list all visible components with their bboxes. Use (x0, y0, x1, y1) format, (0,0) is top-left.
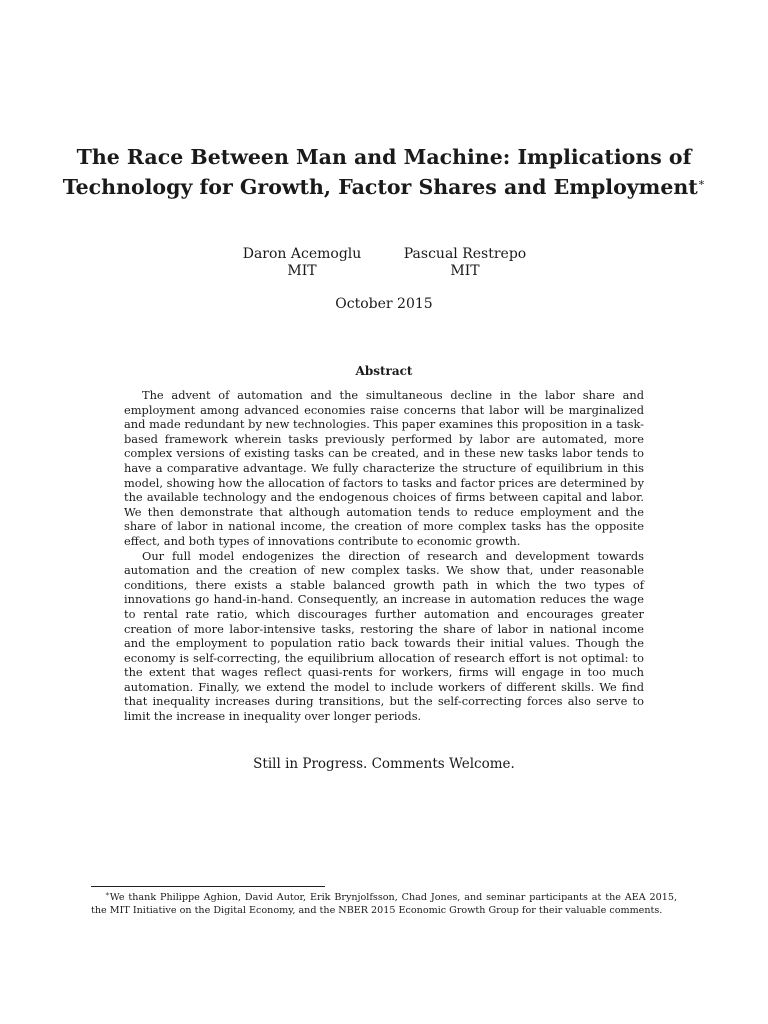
author-2-name: Pascual Restrepo (403, 246, 527, 262)
abstract-heading: Abstract (355, 364, 413, 378)
author-2 (400, 246, 530, 280)
author-1 (236, 246, 368, 280)
author-2-affiliation: MIT (450, 263, 480, 279)
footnote-marker: ∗ (105, 890, 110, 898)
paper-title-text: The Race Between Man and Machine: Implications of Technology for Growth, Factor Shares and Employment (62, 145, 698, 199)
footnote-divider (91, 886, 325, 887)
abstract-paragraph-1: The advent of automation and the simultaneous decline in the labor share and employment among advanced economies raise concerns that labor will be marginalized and made redundant by new technologies. This paper examines this proposition in a task-based framework wherein tasks previously performed by labor are automated, more complex versions of existing tasks can be created, and in these new tasks labor tends to have a comparative advantage. We fully characterize the structure of equilibrium in this model, showing how the allocation of factors to tasks and factor prices are determined by the available technology and the endogenous choices of firms between capital and labor. We then demonstrate that although automation tends to reduce employment and the share of labor in national income, the creation of more complex tasks has the opposite effect, and both types of innovations contribute to economic growth. (124, 388, 644, 548)
footnote-text: We thank Philippe Aghion, David Autor, Erik Brynjolfsson, Chad Jones, and seminar participants at the AEA 2015, the MIT Initiative on the Digital Economy, and the NBER 2015 Economic Growth Group for their valuable comments. (91, 892, 677, 916)
title-footnote-marker: ∗ (697, 176, 706, 189)
author-1-affiliation: MIT (287, 263, 317, 279)
paper-title (60, 142, 708, 202)
author-block (0, 246, 768, 286)
progress-note: Still in Progress. Comments Welcome. (253, 756, 515, 772)
abstract-body (124, 388, 644, 724)
paper-date: October 2015 (335, 296, 433, 312)
abstract-paragraph-2: Our full model endogenizes the direction of research and development towards automation and the creation of new complex tasks. We show that, under reasonable conditions, there exists a stable balanced growth path in which the two types of innovations go hand-in-hand. Consequently, an increase in automation reduces the wage to rental rate ratio, which discourages further automation and encourages greater creation of more labor-intensive tasks, restoring the share of labor in national income and the employment to population ratio back towards their initial values. Though the economy is self-correcting, the equilibrium allocation of research effort is not optimal: to the extent that wages reflect quasi-rents for workers, firms will engage in too much automation. Finally, we extend the model to include workers of different skills. We find that inequality increases during transitions, but the self-correcting forces also serve to limit the increase in inequality over longer periods. (124, 548, 644, 724)
footnote (91, 892, 677, 917)
author-1-name: Daron Acemoglu (242, 246, 362, 262)
